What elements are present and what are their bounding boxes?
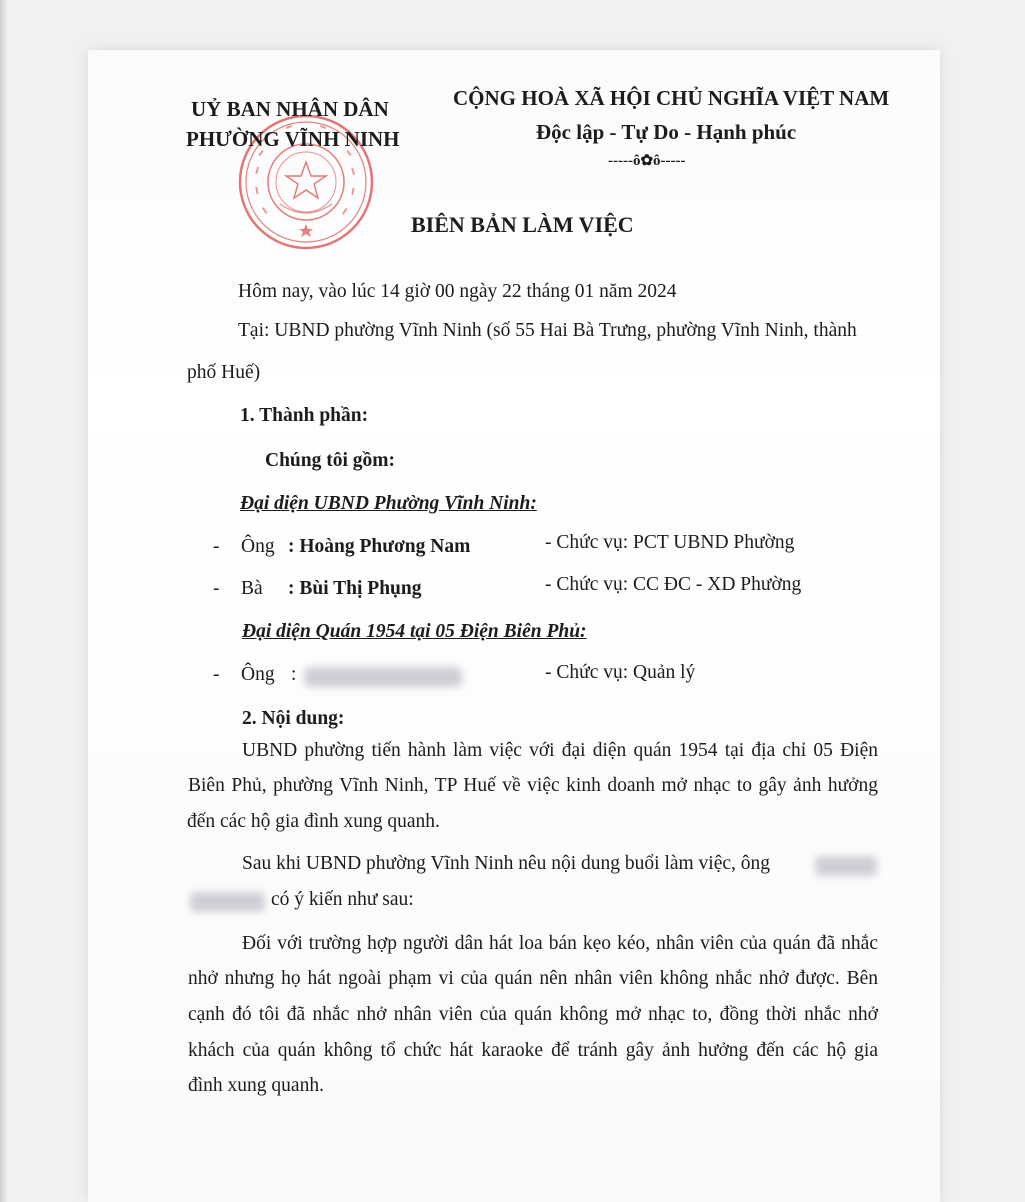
paragraph-line: cạnh đó tôi đã nhắc nhở nhân viên của quán không mở nhạc to, đồng thời nhắc nhở bbox=[188, 1004, 878, 1025]
meeting-place-line-1: Tại: UBND phường Vĩnh Ninh (số 55 Hai Bà Trưng, phường Vĩnh Ninh, thành bbox=[238, 320, 857, 341]
paragraph-line: đến các hộ gia đình xung quanh. bbox=[187, 811, 440, 832]
redacted-name bbox=[815, 856, 877, 876]
group-2-title: Đại diện Quán 1954 tại 05 Điện Biên Phủ: bbox=[242, 621, 587, 642]
member-title: Ông bbox=[241, 664, 275, 685]
scan-edge bbox=[0, 0, 8, 1202]
org-line-2: PHƯỜNG VĨNH NINH bbox=[186, 127, 400, 151]
paragraph-line: có ý kiến như sau: bbox=[271, 889, 414, 910]
member-role: - Chức vụ: Quản lý bbox=[545, 662, 696, 683]
paragraph-line: UBND phường tiến hành làm việc với đại diện quán 1954 tại địa chỉ 05 Điện bbox=[242, 740, 878, 761]
paragraph-line: khách của quán không tổ chức hát karaoke để tránh gây ảnh hưởng đến các hộ gia bbox=[188, 1040, 878, 1061]
redacted-name bbox=[190, 892, 265, 912]
paragraph-line: Sau khi UBND phường Vĩnh Ninh nêu nội dung buổi làm việc, ông bbox=[242, 853, 771, 874]
paragraph-line: Biên Phủ, phường Vĩnh Ninh, TP Huế về việc kinh doanh mở nhạc to gây ảnh hưởng bbox=[188, 775, 878, 796]
paragraph-line: nhở nhưng họ hát ngoài phạm vi của quán nên nhân viên không nhắc nhở được. Bên bbox=[188, 968, 878, 989]
member-title: Ông bbox=[241, 536, 275, 557]
meeting-place-line-2: phố Huế) bbox=[187, 362, 261, 383]
paragraph-line: đình xung quanh. bbox=[188, 1075, 324, 1096]
redacted-name bbox=[304, 667, 462, 687]
section-1-heading: 1. Thành phần: bbox=[240, 405, 369, 426]
paragraph-line: Đối với trường hợp người dân hát loa bán kẹo kéo, nhân viên của quán đã nhắc bbox=[242, 933, 878, 954]
org-line-1: UỶ BAN NHÂN DÂN bbox=[191, 97, 389, 121]
nation-line-2: Độc lập - Tự Do - Hạnh phúc bbox=[536, 120, 797, 144]
member-name: : Bùi Thị Phụng bbox=[288, 578, 422, 599]
member-role: - Chức vụ: PCT UBND Phường bbox=[545, 532, 795, 553]
member-name: : bbox=[291, 664, 297, 685]
nation-line-1: CỘNG HOÀ XÃ HỘI CHỦ NGHĨA VIỆT NAM bbox=[453, 86, 890, 110]
header-ornament: -----ô✿ô----- bbox=[608, 153, 686, 169]
member-role: - Chức vụ: CC ĐC - XD Phường bbox=[545, 574, 802, 595]
member-name: : Hoàng Phương Nam bbox=[288, 536, 471, 557]
meeting-time: Hôm nay, vào lúc 14 giờ 00 ngày 22 tháng 01 năm 2024 bbox=[238, 281, 677, 302]
group-1-title: Đại diện UBND Phường Vĩnh Ninh: bbox=[240, 493, 537, 514]
section-1-sub: Chúng tôi gồm: bbox=[265, 450, 396, 471]
section-2-heading: 2. Nội dung: bbox=[242, 708, 345, 729]
list-dash: - bbox=[213, 578, 220, 599]
list-dash: - bbox=[213, 664, 220, 685]
page-title: BIÊN BẢN LÀM VIỆC bbox=[411, 212, 634, 237]
list-dash: - bbox=[213, 536, 220, 557]
member-title: Bà bbox=[241, 578, 263, 599]
